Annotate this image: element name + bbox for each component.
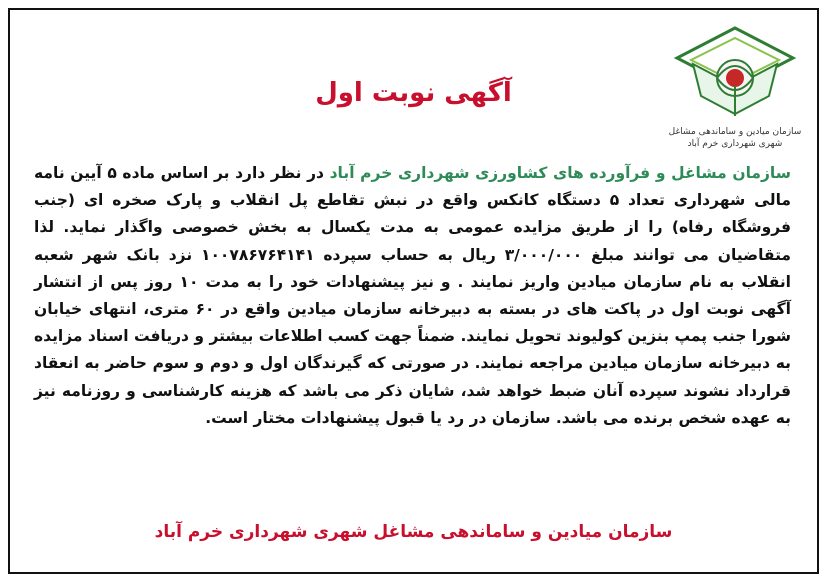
notice-body-text: در نظر دارد بر اساس ماده ۵ آیین نامه مالی شهرداری تعداد ۵ دستگاه کانکس واقع در نبش تقاطع پل انقلاب و پارک صخره ای (جنب فروشگاه رفاه) را از طریق مزایده عمومی به مدت یکسال به بخش خصوصی واگذار نماید. لذا متقاضیان می توانند مبلغ ۳/۰۰۰/۰۰۰ ریال به حساب سپرده ۱۰۰۷۸۶۷۶۴۱۴۱ نزد بانک شهر شعبه انقلاب به نام سازمان میادین واریز نمایند . و نیز پیشنهادات خود را به مدت ۱۰ روز پس از انتشار آگهی نوبت اول در پاکت های در بسته به دبیرخانه سازمان میادین واقع در ۶۰ متری، انتهای خیابان شورا جنب پمپ بنزین کولیوند تحویل نمایند. ضمناً جهت کسب اطلاعات بیشتر و دریافت اسناد مزایده به دبیرخانه سازمان میادین مراجعه نمایند. در صورتی که گیرندگان اول و دوم و سوم حاضر به انعقاد قرارداد نشوند سپرده آنان ضبط خواهد شد، شایان ذکر می باشد که هزینه کارشناسی و روزنامه نیز به عهده شخص برنده می باشد. سازمان در رد یا قبول پیشنهادات مختار است. bbox=[34, 164, 792, 427]
notice-frame bbox=[8, 8, 819, 574]
logo-caption: سازمان میادین و ساماندهی مشاغل شهری شهرداری خرم آباد bbox=[668, 127, 802, 149]
notice-footer: سازمان میادین و ساماندهی مشاغل شهری شهرداری خرم آباد bbox=[154, 522, 673, 542]
notice-title: آگهی نوبت اول bbox=[315, 78, 512, 108]
organization-name: سازمان مشاغل و فرآورده های کشاورزی شهرداری خرم آباد bbox=[329, 164, 791, 182]
notice-body bbox=[34, 160, 791, 432]
